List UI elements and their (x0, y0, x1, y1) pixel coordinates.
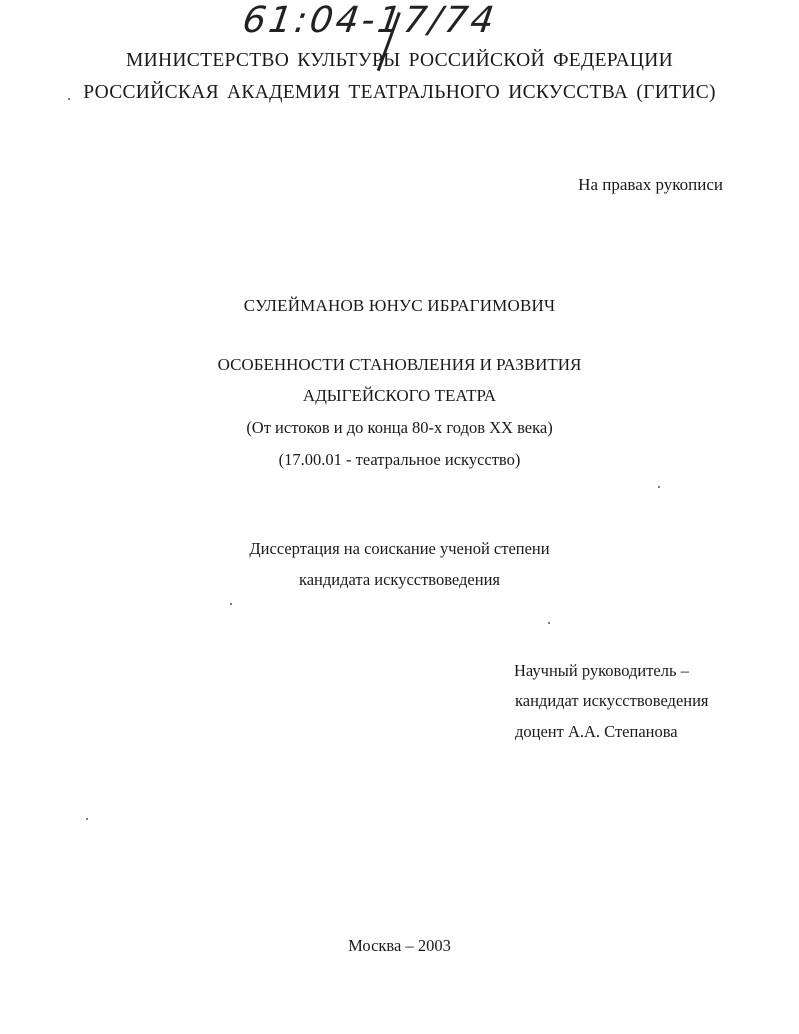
dissertation-title-line-2: АДЫГЕЙСКОГО ТЕАТРА (302, 386, 497, 405)
author-name: СУЛЕЙМАНОВ ЮНУС ИБРАГИМОВИЧ (243, 296, 556, 315)
advisor-degree: кандидат искусствоведения (515, 691, 709, 710)
dissertation-period: (От истоков и до конца 80-х годов XX века) (246, 418, 553, 437)
archive-code-handwritten: 61:04-17/74 (240, 0, 500, 41)
academy-heading: РОССИЙСКАЯ АКАДЕМИЯ ТЕАТРАЛЬНОГО ИСКУССТВА (ГИТИС) (83, 82, 716, 103)
ministry-heading: МИНИСТЕРСТВО КУЛЬТУРЫ РОССИЙСКОЙ ФЕДЕРАЦИИ (126, 50, 673, 71)
dissertation-title-line-1: ОСОБЕННОСТИ СТАНОВЛЕНИЯ И РАЗВИТИЯ (217, 355, 582, 374)
city-year: Москва – 2003 (348, 936, 451, 955)
scan-speck (86, 818, 88, 820)
scan-speck (230, 603, 232, 605)
scan-speck (548, 622, 550, 624)
scan-speck (68, 98, 70, 100)
manuscript-rights-note: На правах рукописи (578, 175, 723, 194)
degree-line-2: кандидата искусствоведения (298, 570, 501, 589)
scan-speck (658, 486, 660, 488)
degree-line-1: Диссертация на соискание ученой степени (249, 539, 550, 558)
advisor-name: доцент А.А. Степанова (515, 722, 678, 741)
specialty-code: (17.00.01 - театральное искусство) (278, 450, 521, 469)
advisor-role: Научный руководитель – (514, 661, 689, 680)
